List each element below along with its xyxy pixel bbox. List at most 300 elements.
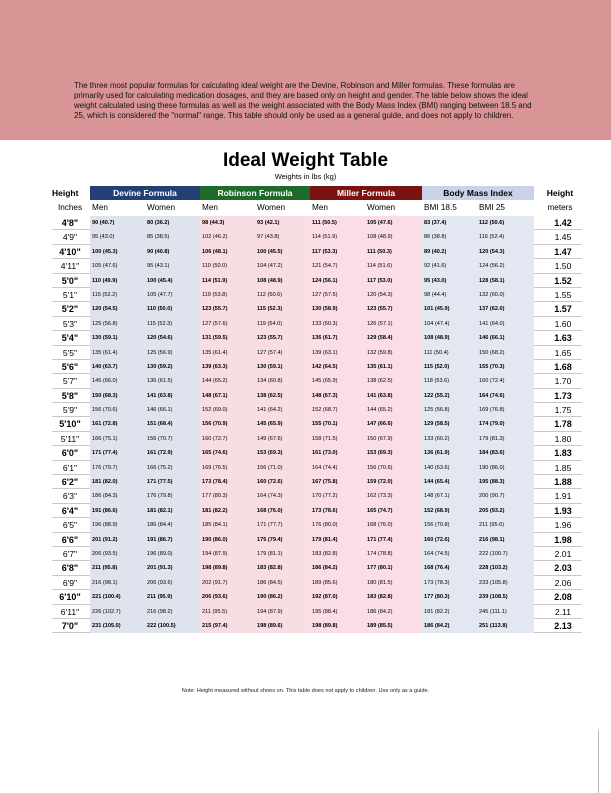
robinson-men-cell: 215 (97.4) xyxy=(200,619,255,633)
table-row xyxy=(52,317,582,331)
bmi-18-5-cell: 144 (65.4) xyxy=(422,475,477,489)
devine-men-cell: 166 (75.1) xyxy=(90,432,145,446)
meters-cell: 1.45 xyxy=(554,232,572,243)
height-cell: 5'7" xyxy=(62,376,78,387)
table-row xyxy=(52,245,582,259)
devine-women-cell: 201 (91.3) xyxy=(145,561,200,575)
table-row xyxy=(52,561,582,575)
miller-women-cell: 114 (51.6) xyxy=(365,259,422,273)
robinson-women-cell: 160 (72.6) xyxy=(255,475,310,489)
bmi-25-cell: 174 (79.0) xyxy=(477,417,534,431)
miller-men-cell: 152 (68.7) xyxy=(310,403,365,417)
miller-women-cell: 150 (67.9) xyxy=(365,432,422,446)
meters-cell: 1.91 xyxy=(554,491,572,502)
devine-women-cell: 85 (38.5) xyxy=(145,230,200,244)
meters-cell: 2.13 xyxy=(554,620,572,631)
robinson-men-cell: 148 (67.1) xyxy=(200,389,255,403)
table-row xyxy=(52,489,582,503)
miller-men-cell: 179 (81.4) xyxy=(310,533,365,547)
devine-women-cell: 196 (89.0) xyxy=(145,547,200,561)
meters-cell: 1.70 xyxy=(554,376,572,387)
height-cell: 5'10" xyxy=(59,419,81,430)
bmi-18-5-cell: 168 (76.4) xyxy=(422,561,477,575)
bmi-18-5-cell: 133 (60.2) xyxy=(422,432,477,446)
devine-women-subheader: Women xyxy=(147,203,176,212)
devine-men-cell: 231 (105.0) xyxy=(90,619,145,633)
ideal-weight-table xyxy=(52,216,582,633)
bmi-18-5-cell: 164 (74.5) xyxy=(422,547,477,561)
meters-cell: 1.93 xyxy=(554,505,572,516)
miller-women-cell: 132 (59.8) xyxy=(365,346,422,360)
miller-men-cell: 186 (84.2) xyxy=(310,561,365,575)
robinson-men-cell: 190 (86.0) xyxy=(200,533,255,547)
table-row xyxy=(52,216,582,230)
bmi-18-5-cell: 177 (80.3) xyxy=(422,590,477,604)
robinson-men-cell: 144 (65.2) xyxy=(200,374,255,388)
miller-men-cell: 142 (64.5) xyxy=(310,360,365,374)
bmi-18-5-cell: 95 (43.0) xyxy=(422,274,477,288)
meters-cell: 1.50 xyxy=(554,261,572,272)
height-cell: 6'6" xyxy=(61,534,79,545)
miller-men-cell: 124 (56.1) xyxy=(310,274,365,288)
bmi-25-cell: 132 (60.0) xyxy=(477,288,534,302)
devine-men-cell: 100 (45.3) xyxy=(90,245,145,259)
bmi-25-cell: 211 (95.6) xyxy=(477,518,534,532)
miller-women-cell: 120 (54.3) xyxy=(365,288,422,302)
miller-women-cell: 189 (85.5) xyxy=(365,619,422,633)
devine-women-cell: 166 (75.2) xyxy=(145,461,200,475)
meters-cell: 1.57 xyxy=(554,304,572,315)
devine-men-cell: 125 (56.8) xyxy=(90,317,145,331)
height-cell: 4'10" xyxy=(59,246,81,257)
robinson-women-cell: 100 (45.5) xyxy=(255,245,310,259)
bmi-25-cell: 146 (66.1) xyxy=(477,331,534,345)
bmi-18-5-cell: 152 (68.9) xyxy=(422,504,477,518)
miller-women-cell: 171 (77.4) xyxy=(365,533,422,547)
height-cell: 5'8" xyxy=(61,390,79,401)
height-meters-header: Height xyxy=(546,188,574,198)
robinson-women-cell: 93 (42.1) xyxy=(255,216,310,230)
robinson-men-cell: 106 (48.1) xyxy=(200,245,255,259)
devine-men-cell: 206 (93.5) xyxy=(90,547,145,561)
bmi-25-cell: 216 (98.1) xyxy=(477,533,534,547)
devine-women-cell: 146 (66.1) xyxy=(145,403,200,417)
miller-men-cell: 195 (88.4) xyxy=(310,605,365,619)
meters-subheader: meters xyxy=(547,203,573,212)
bmi-18-5-cell: 92 (41.6) xyxy=(422,259,477,273)
robinson-men-cell: 114 (51.9) xyxy=(200,274,255,288)
miller-men-cell: 127 (57.5) xyxy=(310,288,365,302)
table-row xyxy=(52,619,582,633)
intro-paragraph: The three most popular formulas for calculating ideal weight are the Devine, Robinson and Miller formulas. These formulas are primarily used for calculating medication dosages, and they are based only on height and gender. The table below shows the ideal weight calculated using these formulas as well as the weight associated with the Body Mass Index (BMI) ranging between 18.5 and 25, which is considered the "normal" range. This table should only be used as a general guide, and does not apply to children. xyxy=(74,81,532,120)
robinson-women-subheader: Women xyxy=(257,203,286,212)
bmi-25-cell: 124 (56.2) xyxy=(477,259,534,273)
miller-women-cell: 144 (65.2) xyxy=(365,403,422,417)
miller-women-cell: 111 (50.3) xyxy=(365,245,422,259)
miller-women-cell: 168 (76.0) xyxy=(365,518,422,532)
bmi-18-5-cell: 148 (67.1) xyxy=(422,489,477,503)
bmi-25-cell: 128 (58.1) xyxy=(477,274,534,288)
robinson-men-cell: 160 (72.7) xyxy=(200,432,255,446)
height-cell: 6'5" xyxy=(62,520,78,531)
robinson-men-cell: 135 (61.4) xyxy=(200,346,255,360)
bmi-18-5-cell: 101 (45.9) xyxy=(422,302,477,316)
miller-women-cell: 138 (62.5) xyxy=(365,374,422,388)
robinson-women-cell: 190 (86.2) xyxy=(255,590,310,604)
miller-men-cell: 164 (74.4) xyxy=(310,461,365,475)
miller-men-cell: 139 (63.1) xyxy=(310,346,365,360)
bmi-18-5-cell: 86 (38.8) xyxy=(422,230,477,244)
table-row xyxy=(52,374,582,388)
robinson-men-cell: 131 (59.5) xyxy=(200,331,255,345)
devine-men-cell: 110 (49.9) xyxy=(90,274,145,288)
robinson-women-cell: 123 (55.7) xyxy=(255,331,310,345)
devine-men-cell: 226 (102.7) xyxy=(90,605,145,619)
robinson-women-cell: 134 (60.8) xyxy=(255,374,310,388)
bmi-25-cell: 150 (68.2) xyxy=(477,346,534,360)
robinson-men-cell: 202 (91.7) xyxy=(200,576,255,590)
height-cell: 7'0" xyxy=(61,620,79,631)
bmi-25-cell: 141 (64.0) xyxy=(477,317,534,331)
devine-men-cell: 171 (77.4) xyxy=(90,446,145,460)
miller-women-cell: 165 (74.7) xyxy=(365,504,422,518)
height-cell: 5'5" xyxy=(62,347,78,358)
miller-men-cell: 158 (71.5) xyxy=(310,432,365,446)
robinson-men-cell: 177 (80.3) xyxy=(200,489,255,503)
bmi-25-cell: 251 (113.8) xyxy=(477,619,534,633)
meters-cell: 2.06 xyxy=(554,577,572,588)
miller-men-cell: 192 (87.0) xyxy=(310,590,365,604)
devine-men-cell: 150 (68.3) xyxy=(90,389,145,403)
table-row xyxy=(52,331,582,345)
meters-cell: 1.47 xyxy=(554,246,572,257)
devine-men-cell: 161 (72.8) xyxy=(90,417,145,431)
robinson-women-cell: 153 (69.3) xyxy=(255,446,310,460)
meters-cell: 1.80 xyxy=(554,433,572,444)
devine-men-cell: 186 (84.3) xyxy=(90,489,145,503)
height-cell: 5'2" xyxy=(61,304,79,315)
robinson-men-cell: 206 (93.6) xyxy=(200,590,255,604)
devine-men-cell: 191 (86.6) xyxy=(90,504,145,518)
devine-women-cell: 161 (72.9) xyxy=(145,446,200,460)
devine-women-cell: 120 (54.6) xyxy=(145,331,200,345)
table-row xyxy=(52,590,582,604)
miller-men-cell: 161 (73.0) xyxy=(310,446,365,460)
robinson-women-cell: 171 (77.7) xyxy=(255,518,310,532)
page-title: Ideal Weight Table xyxy=(222,150,389,171)
devine-women-cell: 80 (36.2) xyxy=(145,216,200,230)
bmi-25-cell: 112 (50.6) xyxy=(477,216,534,230)
meters-cell: 2.01 xyxy=(554,548,572,559)
devine-men-subheader: Men xyxy=(92,203,108,212)
devine-women-cell: 222 (100.5) xyxy=(145,619,200,633)
table-row xyxy=(52,230,582,244)
robinson-women-cell: 112 (50.6) xyxy=(255,288,310,302)
page-edge-line xyxy=(598,730,599,793)
bmi-18-5-cell: 108 (48.9) xyxy=(422,331,477,345)
miller-men-cell: 183 (82.8) xyxy=(310,547,365,561)
table-row xyxy=(52,389,582,403)
table-row xyxy=(52,346,582,360)
devine-women-cell: 181 (82.1) xyxy=(145,504,200,518)
meters-cell: 1.83 xyxy=(554,448,572,459)
height-cell: 5'4" xyxy=(61,333,79,344)
meters-cell: 2.11 xyxy=(554,606,572,617)
miller-men-cell: 173 (78.6) xyxy=(310,504,365,518)
bmi-25-cell: 179 (81.3) xyxy=(477,432,534,446)
robinson-women-cell: 115 (52.3) xyxy=(255,302,310,316)
bmi-25-cell: 184 (83.6) xyxy=(477,446,534,460)
meters-cell: 1.42 xyxy=(554,218,572,228)
meters-cell: 1.68 xyxy=(554,361,572,372)
meters-cell: 1.75 xyxy=(554,405,572,416)
meters-cell: 2.08 xyxy=(554,592,572,603)
devine-men-cell: 216 (98.1) xyxy=(90,576,145,590)
bmi-18-5-cell: 140 (63.6) xyxy=(422,461,477,475)
miller-men-cell: 155 (70.1) xyxy=(310,417,365,431)
miller-women-cell: 129 (58.4) xyxy=(365,331,422,345)
bmi-18-5-cell: 89 (40.2) xyxy=(422,245,477,259)
table-row xyxy=(52,288,582,302)
devine-men-cell: 196 (88.9) xyxy=(90,518,145,532)
robinson-women-cell: 179 (81.1) xyxy=(255,547,310,561)
devine-men-cell: 120 (54.5) xyxy=(90,302,145,316)
devine-women-cell: 206 (93.6) xyxy=(145,576,200,590)
robinson-women-cell: 108 (48.9) xyxy=(255,274,310,288)
miller-men-cell: 121 (54.7) xyxy=(310,259,365,273)
bmi-25-cell: 169 (76.8) xyxy=(477,403,534,417)
robinson-men-cell: 127 (57.6) xyxy=(200,317,255,331)
miller-men-cell: 114 (51.9) xyxy=(310,230,365,244)
miller-women-subheader: Women xyxy=(367,203,396,212)
robinson-women-cell: 156 (71.0) xyxy=(255,461,310,475)
devine-men-cell: 115 (52.2) xyxy=(90,288,145,302)
bmi-25-cell: 200 (90.7) xyxy=(477,489,534,503)
bmi-25-cell: 120 (54.3) xyxy=(477,245,534,259)
height-cell: 6'1" xyxy=(62,462,78,473)
miller-women-cell: 180 (81.5) xyxy=(365,576,422,590)
devine-women-cell: 100 (45.4) xyxy=(145,274,200,288)
miller-women-cell: 123 (55.7) xyxy=(365,302,422,316)
miller-women-cell: 141 (63.8) xyxy=(365,389,422,403)
robinson-women-cell: 194 (87.9) xyxy=(255,605,310,619)
miller-women-cell: 177 (80.1) xyxy=(365,561,422,575)
meters-cell: 1.88 xyxy=(554,477,572,488)
bmi-25-cell: 233 (105.8) xyxy=(477,576,534,590)
height-cell: 6'0" xyxy=(61,448,79,459)
robinson-men-cell: 185 (84.1) xyxy=(200,518,255,532)
miller-men-cell: 136 (61.7) xyxy=(310,331,365,345)
height-cell: 5'6" xyxy=(61,361,79,372)
meters-cell: 1.96 xyxy=(554,520,572,531)
robinson-men-cell: 102 (46.2) xyxy=(200,230,255,244)
height-cell: 4'8" xyxy=(61,218,79,228)
robinson-men-subheader: Men xyxy=(202,203,218,212)
bmi-25-cell: 228 (103.2) xyxy=(477,561,534,575)
bmi-25-cell: 245 (111.1) xyxy=(477,605,534,619)
miller-men-cell: 111 (50.5) xyxy=(310,216,365,230)
meters-cell: 1.65 xyxy=(554,347,572,358)
miller-men-cell: 189 (85.6) xyxy=(310,576,365,590)
bmi-18-5-cell: 83 (37.4) xyxy=(422,216,477,230)
height-cell: 6'10" xyxy=(59,592,81,603)
robinson-men-cell: 110 (50.0) xyxy=(200,259,255,273)
bmi-18-5-cell: 181 (82.2) xyxy=(422,605,477,619)
meters-cell: 1.85 xyxy=(554,462,572,473)
meters-cell: 1.60 xyxy=(554,318,572,329)
devine-women-cell: 156 (70.7) xyxy=(145,432,200,446)
table-row xyxy=(52,461,582,475)
miller-men-cell: 130 (58.9) xyxy=(310,302,365,316)
robinson-men-cell: 139 (63.3) xyxy=(200,360,255,374)
height-cell: 6'4" xyxy=(61,505,79,516)
meters-cell: 1.55 xyxy=(554,289,572,300)
bmi-18-5-cell: 129 (58.5) xyxy=(422,417,477,431)
devine-men-cell: 135 (61.4) xyxy=(90,346,145,360)
robinson-women-cell: 198 (89.6) xyxy=(255,619,310,633)
meters-cell: 1.73 xyxy=(554,390,572,401)
miller-men-cell: 148 (67.3) xyxy=(310,389,365,403)
meters-cell: 1.98 xyxy=(554,534,572,545)
devine-men-cell: 145 (66.0) xyxy=(90,374,145,388)
miller-women-cell: 174 (78.8) xyxy=(365,547,422,561)
robinson-men-cell: 211 (95.5) xyxy=(200,605,255,619)
bmi-18-5-cell: 156 (70.8) xyxy=(422,518,477,532)
miller-men-cell: 117 (53.3) xyxy=(310,245,365,259)
bmi-18-5-cell: 104 (47.4) xyxy=(422,317,477,331)
bmi-18-5-cell: 125 (56.8) xyxy=(422,403,477,417)
bmi-25-cell: 155 (70.3) xyxy=(477,360,534,374)
robinson-men-cell: 98 (44.3) xyxy=(200,216,255,230)
height-cell: 6'3" xyxy=(62,491,78,502)
inches-subheader: Inches xyxy=(57,203,83,212)
robinson-women-cell: 141 (64.2) xyxy=(255,403,310,417)
meters-cell: 1.63 xyxy=(554,333,572,344)
height-cell: 4'11" xyxy=(60,261,80,272)
meters-cell: 1.52 xyxy=(554,275,572,286)
bmi-25-cell: 195 (88.3) xyxy=(477,475,534,489)
bmi-25-cell: 137 (62.0) xyxy=(477,302,534,316)
devine-men-cell: 105 (47.6) xyxy=(90,259,145,273)
bmi-18-5-cell: 122 (55.2) xyxy=(422,389,477,403)
bmi-25-cell: 116 (52.4) xyxy=(477,230,534,244)
devine-formula-header: Devine Formula xyxy=(90,186,200,200)
robinson-women-cell: 183 (82.8) xyxy=(255,561,310,575)
height-cell: 6'11" xyxy=(60,606,80,617)
table-row xyxy=(52,504,582,518)
robinson-men-cell: 173 (78.4) xyxy=(200,475,255,489)
miller-men-cell: 198 (89.8) xyxy=(310,619,365,633)
bmi-18-5-cell: 160 (72.6) xyxy=(422,533,477,547)
bmi-25-cell: 239 (108.5) xyxy=(477,590,534,604)
devine-women-cell: 125 (56.9) xyxy=(145,346,200,360)
height-cell: 5'11" xyxy=(60,433,80,444)
robinson-women-cell: 175 (79.4) xyxy=(255,533,310,547)
robinson-women-cell: 168 (76.0) xyxy=(255,504,310,518)
robinson-men-cell: 152 (69.0) xyxy=(200,403,255,417)
height-cell: 6'2" xyxy=(61,477,79,488)
devine-women-cell: 90 (40.8) xyxy=(145,245,200,259)
table-row xyxy=(52,533,582,547)
miller-women-cell: 126 (57.1) xyxy=(365,317,422,331)
table-row xyxy=(52,576,582,590)
table-row xyxy=(52,259,582,273)
table-row xyxy=(52,518,582,532)
miller-women-cell: 186 (84.2) xyxy=(365,605,422,619)
robinson-women-cell: 119 (54.0) xyxy=(255,317,310,331)
devine-women-cell: 216 (98.2) xyxy=(145,605,200,619)
miller-men-cell: 167 (75.8) xyxy=(310,475,365,489)
robinson-men-cell: 119 (53.8) xyxy=(200,288,255,302)
miller-men-subheader: Men xyxy=(312,203,328,212)
height-cell: 6'9" xyxy=(62,577,78,588)
bmi-25-cell: 160 (72.4) xyxy=(477,374,534,388)
devine-men-cell: 130 (59.1) xyxy=(90,331,145,345)
table-row xyxy=(52,403,582,417)
miller-men-cell: 176 (80.0) xyxy=(310,518,365,532)
height-cell: 6'8" xyxy=(61,563,79,574)
miller-women-cell: 117 (53.0) xyxy=(365,274,422,288)
miller-women-cell: 156 (70.6) xyxy=(365,461,422,475)
robinson-formula-header: Robinson Formula xyxy=(200,186,310,200)
bmi-18-5-subheader: BMI 18.5 xyxy=(424,203,457,212)
height-cell: 5'3" xyxy=(62,318,78,329)
table-row xyxy=(52,547,582,561)
height-cell: 5'9" xyxy=(62,405,78,416)
devine-women-cell: 171 (77.5) xyxy=(145,475,200,489)
miller-men-cell: 145 (65.9) xyxy=(310,374,365,388)
bmi-25-cell: 190 (86.0) xyxy=(477,461,534,475)
devine-women-cell: 211 (95.9) xyxy=(145,590,200,604)
miller-formula-header: Miller Formula xyxy=(310,186,422,200)
devine-women-cell: 115 (52.3) xyxy=(145,317,200,331)
bmi-18-5-cell: 118 (53.6) xyxy=(422,374,477,388)
miller-women-cell: 153 (69.3) xyxy=(365,446,422,460)
miller-women-cell: 162 (73.3) xyxy=(365,489,422,503)
devine-men-cell: 211 (95.8) xyxy=(90,561,145,575)
devine-women-cell: 130 (59.2) xyxy=(145,360,200,374)
devine-men-cell: 156 (70.6) xyxy=(90,403,145,417)
meters-cell: 1.78 xyxy=(554,419,572,430)
bmi-18-5-cell: 173 (78.3) xyxy=(422,576,477,590)
bmi-25-cell: 164 (74.6) xyxy=(477,389,534,403)
table-row xyxy=(52,446,582,460)
miller-women-cell: 105 (47.6) xyxy=(365,216,422,230)
height-cell: 5'0" xyxy=(61,275,79,286)
robinson-women-cell: 104 (47.2) xyxy=(255,259,310,273)
devine-women-cell: 110 (50.0) xyxy=(145,302,200,316)
table-row xyxy=(52,274,582,288)
height-header: Height xyxy=(52,188,79,198)
table-row xyxy=(52,475,582,489)
bmi-18-5-cell: 115 (52.0) xyxy=(422,360,477,374)
devine-men-cell: 90 (40.7) xyxy=(90,216,145,230)
miller-women-cell: 108 (48.9) xyxy=(365,230,422,244)
bmi-18-5-cell: 98 (44.4) xyxy=(422,288,477,302)
bmi-25-cell: 222 (100.7) xyxy=(477,547,534,561)
robinson-men-cell: 156 (70.9) xyxy=(200,417,255,431)
devine-men-cell: 140 (63.7) xyxy=(90,360,145,374)
table-row xyxy=(52,417,582,431)
devine-men-cell: 95 (43.0) xyxy=(90,230,145,244)
devine-women-cell: 191 (86.7) xyxy=(145,533,200,547)
robinson-women-cell: 138 (62.5) xyxy=(255,389,310,403)
robinson-women-cell: 130 (59.1) xyxy=(255,360,310,374)
robinson-men-cell: 169 (76.5) xyxy=(200,461,255,475)
miller-men-cell: 133 (60.3) xyxy=(310,317,365,331)
devine-women-cell: 151 (68.4) xyxy=(145,417,200,431)
table-row xyxy=(52,302,582,316)
